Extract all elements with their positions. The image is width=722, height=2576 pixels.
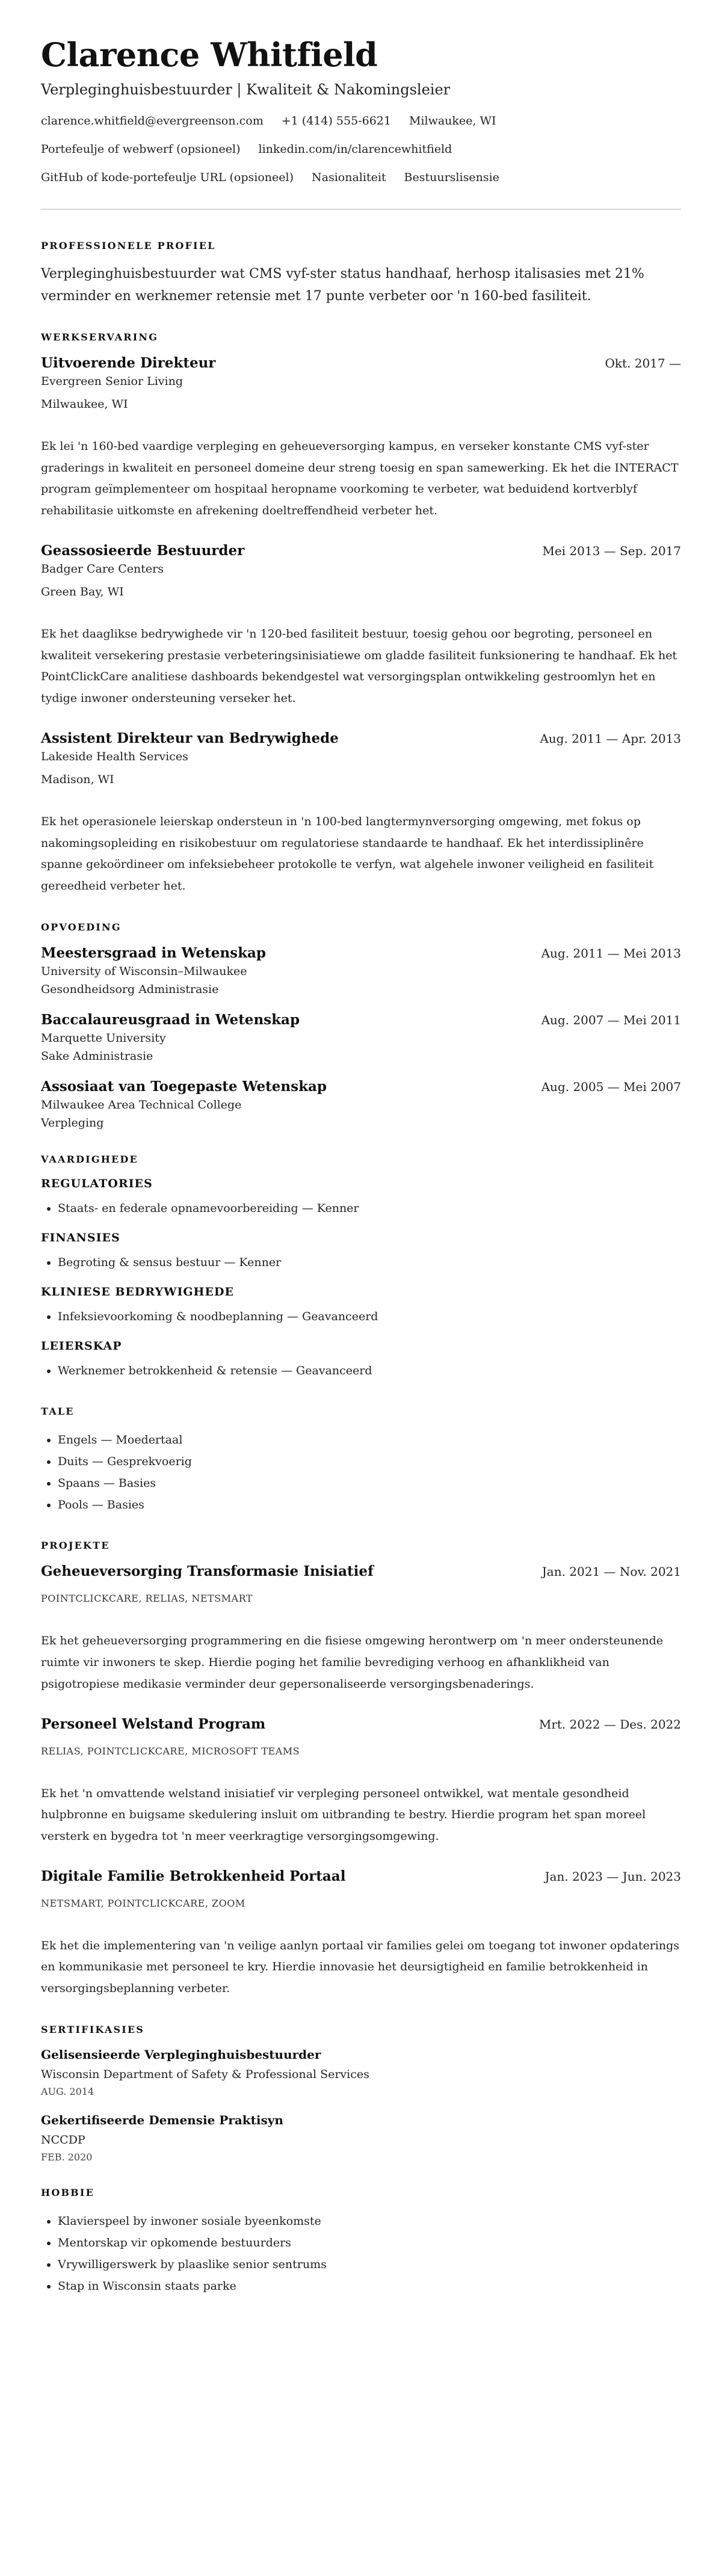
skill-category: FINANSIES	[41, 1231, 120, 1244]
certification-title: Gekertifiseerde Demensie Praktisyn	[41, 2112, 283, 2127]
degree-dates: Aug. 2005 — Mei 2007	[541, 1079, 681, 1094]
section-heading: PROFESSIONELE PROFIEL	[41, 240, 216, 252]
skills-section	[41, 1154, 681, 1382]
skill-category: LEIERSKAP	[41, 1339, 122, 1353]
job-company: Evergreen Senior Living	[41, 375, 183, 389]
project-description: Ek het geheueversorging programmering en die fisiese omgewing herontwerp om 'n meer ondersteunende ruimte vir inwoners te skep. Hierdie poging het familie bevrediging verhoog en afhanklikheid van psigotropiese medikasie verminder deur gepersonaliseerde versorgingsbenaderings.	[41, 1634, 663, 1691]
skill-item: • Begroting & sensus bestuur — Kenner	[58, 1252, 681, 1273]
job-dates: Okt. 2017 —	[605, 356, 681, 371]
profile-text: Verpleginghuisbestuurder wat CMS vyf-ster status handhaaf, herhosp italisasies met 21% verminder en werknemer retensie met 17 punte verbeter oor 'n 160-bed fasiliteit.	[41, 266, 644, 304]
certification-title: Gelisensieerde Verpleginghuisbestuurder	[41, 2047, 321, 2062]
degree-dates: Aug. 2007 — Mei 2011	[541, 1012, 681, 1027]
job-location: Milwaukee, WI	[41, 398, 128, 411]
skill-list	[41, 1306, 681, 1327]
project-dates: Mrt. 2022 — Des. 2022	[538, 1717, 681, 1732]
hobby-item: • Klavierspeel by inwoner sosiale byeenkomste	[58, 2210, 681, 2232]
contact-portfolio[interactable]: Portefeulje of webwerf (opsioneel)	[41, 143, 241, 156]
contact-nationality: Nasionaliteit	[312, 170, 386, 184]
contact-row	[41, 170, 681, 185]
job-dates: Aug. 2011 — Apr. 2013	[540, 731, 681, 746]
section-heading: PROJEKTE	[41, 1540, 110, 1552]
contact-phone[interactable]: +1 (414) 555-6621	[281, 114, 391, 128]
degree-title: Baccalaureusgraad in Wetenskap	[41, 1011, 300, 1028]
skill-item: • Infeksievoorkoming & noodbeplanning — Geavanceerd	[58, 1306, 681, 1327]
language-list	[41, 1429, 681, 1516]
contact-location: Milwaukee, WI	[409, 114, 496, 128]
education-entry	[41, 1078, 681, 1130]
profile-section	[41, 240, 681, 307]
contact-info	[41, 114, 681, 185]
skill-item: • Staats- en federale opnamevoorbereiding — Kenner	[58, 1197, 681, 1219]
languages-section	[41, 1406, 681, 1516]
job-company: Lakeside Health Services	[41, 749, 188, 763]
project-title: Personeel Welstand Program	[41, 1715, 266, 1732]
language-item: • Pools — Basies	[58, 1494, 681, 1516]
job-description: Ek het operasionele leierskap ondersteun in 'n 100-bed langtermynversorging omgewing, met fokus op nakomingsopleiding en risikobestuur om regulatoriese standaarde te handhaaf. Ek het interdissiplinêre spanne gekoördineer om infeksiebeheer protokolle te verfyn, wat algehele inwoner veiligheid en fasiliteit gereedheid verbeter het.	[41, 814, 654, 893]
institution: Marquette University	[41, 1031, 166, 1045]
education-entry	[41, 1012, 681, 1063]
section-heading: TALE	[41, 1406, 75, 1418]
project-description: Ek het 'n omvattende welstand inisiatief vir verpleging personeel ontwikkel, wat mentale gesondheid hulpbronne en buigsame skedulering insluit om uitbranding te bestry. Hierdie program het span moreel versterk en bygedra tot 'n meer veerkragtige versorgingsomgewing.	[41, 1786, 646, 1843]
field-of-study: Gesondheidsorg Administrasie	[41, 982, 219, 996]
experience-section	[41, 331, 681, 897]
contact-row	[41, 142, 681, 157]
resume-header	[41, 37, 681, 185]
hobby-item: • Stap in Wisconsin staats parke	[58, 2275, 681, 2297]
certification-entry	[41, 2047, 681, 2097]
contact-row	[41, 114, 681, 129]
certification-entry	[41, 2113, 681, 2163]
field-of-study: Sake Administrasie	[41, 1049, 153, 1063]
hobby-item: • Mentorskap vir opkomende bestuurders	[58, 2232, 681, 2254]
language-item: • Duits — Gesprekvoerig	[58, 1451, 681, 1472]
language-item: • Engels — Moedertaal	[58, 1429, 681, 1451]
certifications-section	[41, 2024, 681, 2163]
contact-linkedin[interactable]: linkedin.com/in/clarencewhitfield	[258, 143, 452, 156]
certification-issuer: Wisconsin Department of Safety & Professional Services	[41, 2067, 369, 2081]
contact-email[interactable]: clarence.whitfield@evergreenson.com	[41, 114, 264, 128]
projects-section	[41, 1540, 681, 1999]
header-divider	[41, 209, 681, 210]
project-entry	[41, 1563, 681, 1695]
skill-list	[41, 1252, 681, 1273]
certification-issuer: NCCDP	[41, 2133, 85, 2147]
skill-item: • Werknemer betrokkenheid & retensie — Geavanceerd	[58, 1360, 681, 1382]
job-location: Madison, WI	[41, 772, 114, 786]
candidate-name: Clarence Whitfield	[41, 35, 378, 74]
section-heading: SERTIFIKASIES	[41, 2023, 145, 2035]
job-description: Ek het daaglikse bedrywighede vir 'n 120-bed fasiliteit bestuur, toesig gehou oor begroting, personeel en kwaliteit versekering prestasie verbeteringsinisiatiewe om gladde fasiliteit funksionering te handhaaf. Ek het PointClickCare analitiese dashboards bekendgestel wat versorgingsplan ontwikkeling gestroomlyn het en tydige inwoner ondersteuning verseker het.	[41, 627, 677, 705]
section-heading: HOBBIE	[41, 2186, 94, 2198]
job-location: Green Bay, WI	[41, 585, 124, 598]
contact-github[interactable]: GitHub of kode-portefeulje URL (opsioneel)	[41, 170, 294, 184]
degree-dates: Aug. 2011 — Mei 2013	[541, 945, 681, 961]
job-title: Assistent Direkteur van Bedrywighede	[41, 730, 339, 746]
skill-list	[41, 1360, 681, 1382]
contact-drivers-license: Bestuurslisensie	[404, 170, 499, 184]
skill-category: KLINIESE BEDRYWIGHEDE	[41, 1285, 234, 1299]
education-section	[41, 921, 681, 1130]
skill-list	[41, 1197, 681, 1219]
experience-entry	[41, 543, 681, 710]
project-title: Digitale Familie Betrokkenheid Portaal	[41, 1867, 346, 1884]
language-item: • Spaans — Basies	[58, 1472, 681, 1494]
section-heading: OPVOEDING	[41, 921, 122, 933]
project-entry	[41, 1868, 681, 2000]
candidate-subtitle: Verpleginghuisbestuurder | Kwaliteit & Nakomingsleier	[41, 81, 451, 99]
institution: University of Wisconsin–Milwaukee	[41, 964, 247, 978]
project-dates: Jan. 2023 — Jun. 2023	[545, 1869, 681, 1884]
skill-category: REGULATORIES	[41, 1176, 153, 1190]
job-dates: Mei 2013 — Sep. 2017	[542, 543, 681, 558]
project-technologies: RELIAS, POINTCLICKCARE, MICROSOFT TEAMS	[41, 1745, 300, 1757]
certification-date: FEB. 2020	[41, 2151, 93, 2163]
institution: Milwaukee Area Technical College	[41, 1098, 242, 1111]
experience-entry	[41, 730, 681, 897]
project-title: Geheueversorging Transformasie Inisiatief	[41, 1563, 374, 1580]
education-entry	[41, 945, 681, 996]
section-heading: WERKSERVARING	[41, 331, 159, 343]
certification-date: AUG. 2014	[41, 2085, 94, 2097]
field-of-study: Verpleging	[41, 1116, 104, 1130]
degree-title: Assosiaat van Toegepaste Wetenskap	[41, 1078, 327, 1095]
hobby-item: • Vrywilligerswerk by plaaslike senior sentrums	[58, 2254, 681, 2275]
project-technologies: POINTCLICKCARE, RELIAS, NETSMART	[41, 1593, 253, 1605]
section-heading: VAARDIGHEDE	[41, 1153, 138, 1165]
project-dates: Jan. 2021 — Nov. 2021	[542, 1564, 681, 1579]
project-entry	[41, 1716, 681, 1848]
project-description: Ek het die implementering van 'n veilige aanlyn portaal vir families gelei om toegang tot inwoner opdaterings en kommunikasie met personeel te kry. Hierdie innovasie het deursigtigheid en familie betrokkenheid in versorgingsbeplanning verbeter.	[41, 1938, 680, 1996]
hobby-list	[41, 2210, 681, 2297]
job-description: Ek lei 'n 160-bed vaardige verpleging en geheueversorging kampus, en verseker konstante CMS vyf-ster graderings in kwaliteit en personeel domeine deur streng toesig en span samewerking. Ek het die INTERACT program geïmplementeer om hospitaal heropname voorkoming te verbeter, wat beduidend kortverblyf rehabilitasie uitkomste en afrekening doeltreffendheid verbeter het.	[41, 440, 679, 518]
job-company: Badger Care Centers	[41, 562, 164, 576]
job-title: Uitvoerende Direkteur	[41, 355, 216, 372]
job-title: Geassosieerde Bestuurder	[41, 542, 245, 559]
degree-title: Meestersgraad in Wetenskap	[41, 944, 266, 961]
project-technologies: NETSMART, POINTCLICKCARE, ZOOM	[41, 1897, 245, 1909]
hobbies-section	[41, 2187, 681, 2297]
experience-entry	[41, 355, 681, 522]
